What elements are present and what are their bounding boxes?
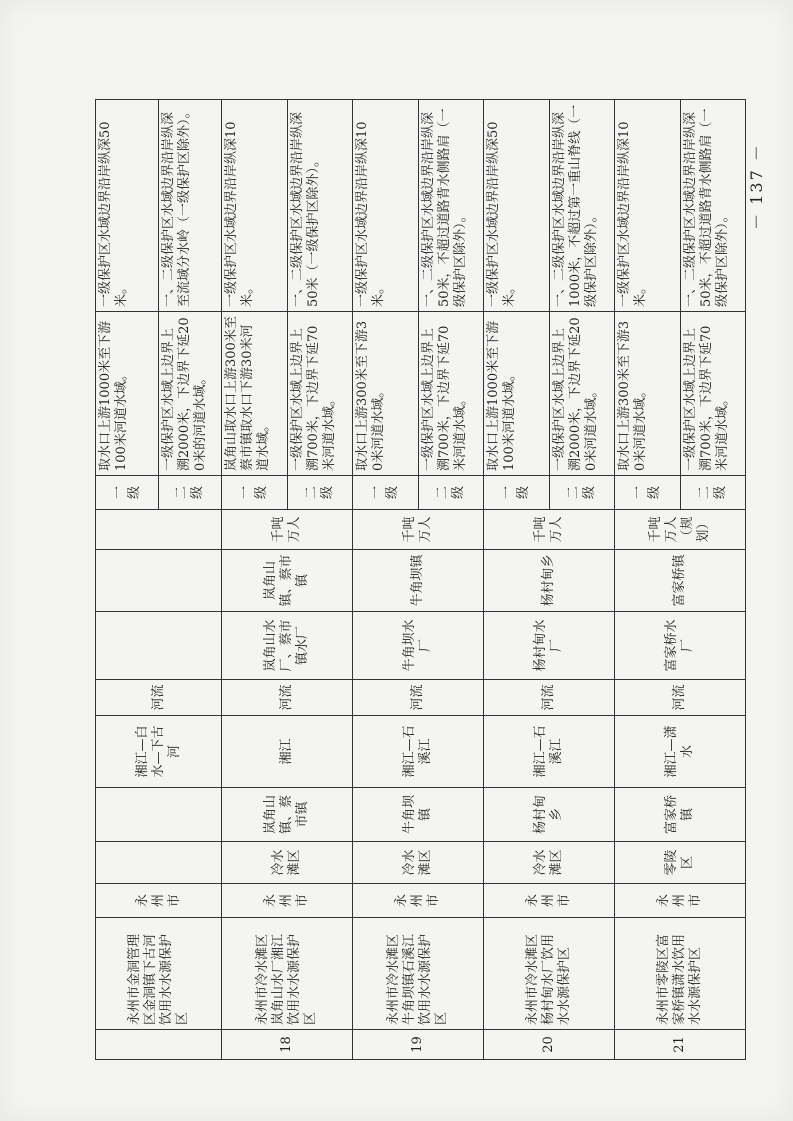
table-row xyxy=(484,100,550,1060)
table-row xyxy=(353,100,419,1060)
basin: 湘江—白水—下古河 xyxy=(96,716,222,788)
scale xyxy=(96,510,222,550)
water-range: 一级保护区水域上边界上溯2000米，下边界下延200米河道水域。 xyxy=(549,312,615,476)
scale: 千吨万人（规划） xyxy=(615,510,746,550)
level-label: 二级 xyxy=(680,476,746,510)
supply-area xyxy=(96,550,222,612)
land-range: 一级保护区水域边界沿岸纵深10米。 xyxy=(615,100,681,312)
water-range: 取水口上游300米至下游30米河道水域。 xyxy=(615,312,681,476)
water-range: 一级保护区水域上边界上溯2000米，下边界下延200米的河道水域。 xyxy=(159,312,222,476)
row-number xyxy=(96,1030,222,1060)
level-label: 二级 xyxy=(418,476,484,510)
water-range: 取水口上游1000米至下游100米河道水域。 xyxy=(484,312,550,476)
water-range: 一级保护区水域上边界上溯700米，下边界下延70米河道水域。 xyxy=(680,312,746,476)
water-type: 河流 xyxy=(615,680,746,716)
zone-name: 永州市冷水滩区岚角山水厂湘江饮用水水源保护区 xyxy=(222,918,353,1030)
county: 零陵区 xyxy=(615,842,746,884)
basin: 湘江—潇水 xyxy=(615,716,746,788)
supply-area: 牛角坝镇 xyxy=(353,550,484,612)
level-label: 二级 xyxy=(159,476,222,510)
scale: 千吨万人 xyxy=(484,510,615,550)
county: 冷水滩区 xyxy=(222,842,353,884)
town: 岚角山镇、蔡市镇 xyxy=(222,788,353,842)
zone-name: 永州市冷水滩区牛角坝镇石溪江饮用水水源保护区 xyxy=(353,918,484,1030)
level-label: 二级 xyxy=(549,476,615,510)
land-range: 一、二级保护区水域边界沿岸纵深50米（一级保护区除外）。 xyxy=(287,100,353,312)
level-label: 一级 xyxy=(222,476,288,510)
town: 牛角坝镇 xyxy=(353,788,484,842)
table-row xyxy=(615,100,681,1060)
water-type: 河流 xyxy=(353,680,484,716)
water-type: 河流 xyxy=(484,680,615,716)
water-type: 河流 xyxy=(222,680,353,716)
level-label: 一级 xyxy=(615,476,681,510)
city: 永州市 xyxy=(353,884,484,918)
zone-name: 永州市冷水滩区杨村甸水厂饮用水水源保护区 xyxy=(484,918,615,1030)
level-label: 一级 xyxy=(96,476,159,510)
water-plant: 牛角坝水厂 xyxy=(353,612,484,680)
town: 富家桥镇 xyxy=(615,788,746,842)
row-number: 18 xyxy=(222,1030,353,1060)
table-body xyxy=(96,100,746,1060)
level-label: 一级 xyxy=(484,476,550,510)
basin: 湘江—石溪江 xyxy=(484,716,615,788)
land-range: 一级保护区水域边界沿岸纵深10米。 xyxy=(353,100,419,312)
row-number: 21 xyxy=(615,1030,746,1060)
supply-area: 杨村甸乡 xyxy=(484,550,615,612)
table-row xyxy=(222,100,288,1060)
land-range: 一、二级保护区水域边界沿岸纵深50米，不超过道路背水侧路肩（一级保护区除外）。 xyxy=(418,100,484,312)
land-range: 一、二级保护区水域边界沿岸纵深1000米，不超过第一重山脊线（一级保护区除外）。 xyxy=(549,100,615,312)
water-range: 一级保护区水域上边界上溯700米，下边界下延70米河道水域。 xyxy=(287,312,353,476)
water-range: 一级保护区水域上边界上溯700米，下边界下延70米河道水域。 xyxy=(418,312,484,476)
basin: 湘江 xyxy=(222,716,353,788)
water-plant: 富家桥水厂 xyxy=(615,612,746,680)
city: 永州市 xyxy=(615,884,746,918)
level-label: 一级 xyxy=(353,476,419,510)
county: 冷水滩区 xyxy=(353,842,484,884)
supply-area: 岚角山镇、蔡市镇 xyxy=(222,550,353,612)
county xyxy=(96,842,222,884)
land-range: 一、二级保护区水域边界沿岸纵深至流域分水岭（一级保护区除外）。 xyxy=(159,100,222,312)
land-range: 一、二级保护区水域边界沿岸纵深50米，不超过道路背水侧路肩（一级保护区除外）。 xyxy=(680,100,746,312)
water-type: 河流 xyxy=(96,680,222,716)
land-range: 一级保护区水域边界沿岸纵深50米。 xyxy=(484,100,550,312)
page-number: － 137 － xyxy=(746,143,766,230)
rotated-table-page xyxy=(95,100,745,1060)
basin: 湘江—石溪江 xyxy=(353,716,484,788)
city: 永州市 xyxy=(222,884,353,918)
city: 永州市 xyxy=(96,884,222,918)
protection-zone-table xyxy=(95,99,746,1060)
town: 杨村甸乡 xyxy=(484,788,615,842)
water-plant xyxy=(96,612,222,680)
land-range: 一级保护区水域边界沿岸纵深50米。 xyxy=(96,100,159,312)
level-label: 二级 xyxy=(287,476,353,510)
zone-name: 永州市零陵区富家桥镇潇水饮用水水源保护区 xyxy=(615,918,746,1030)
land-range: 一级保护区水域边界沿岸纵深10米。 xyxy=(222,100,288,312)
scale: 千吨万人 xyxy=(222,510,353,550)
water-range: 取水口上游300米至下游30米河道水域。 xyxy=(353,312,419,476)
row-number: 19 xyxy=(353,1030,484,1060)
city: 永州市 xyxy=(484,884,615,918)
table-row xyxy=(96,100,159,1060)
water-plant: 杨村甸水厂 xyxy=(484,612,615,680)
county: 冷水滩区 xyxy=(484,842,615,884)
row-number: 20 xyxy=(484,1030,615,1060)
water-range: 岚角山取水口上游300米至蔡市镇取水口下游30米河道水域。 xyxy=(222,312,288,476)
water-range: 取水口上游1000米至下游100米河道水域。 xyxy=(96,312,159,476)
supply-area: 富家桥镇 xyxy=(615,550,746,612)
water-plant: 岚角山水厂、蔡市镇水厂 xyxy=(222,612,353,680)
zone-name: 永州市金洞管理区金洞镇下古河饮用水水源保护区 xyxy=(96,918,222,1030)
town xyxy=(96,788,222,842)
scale: 千吨万人 xyxy=(353,510,484,550)
